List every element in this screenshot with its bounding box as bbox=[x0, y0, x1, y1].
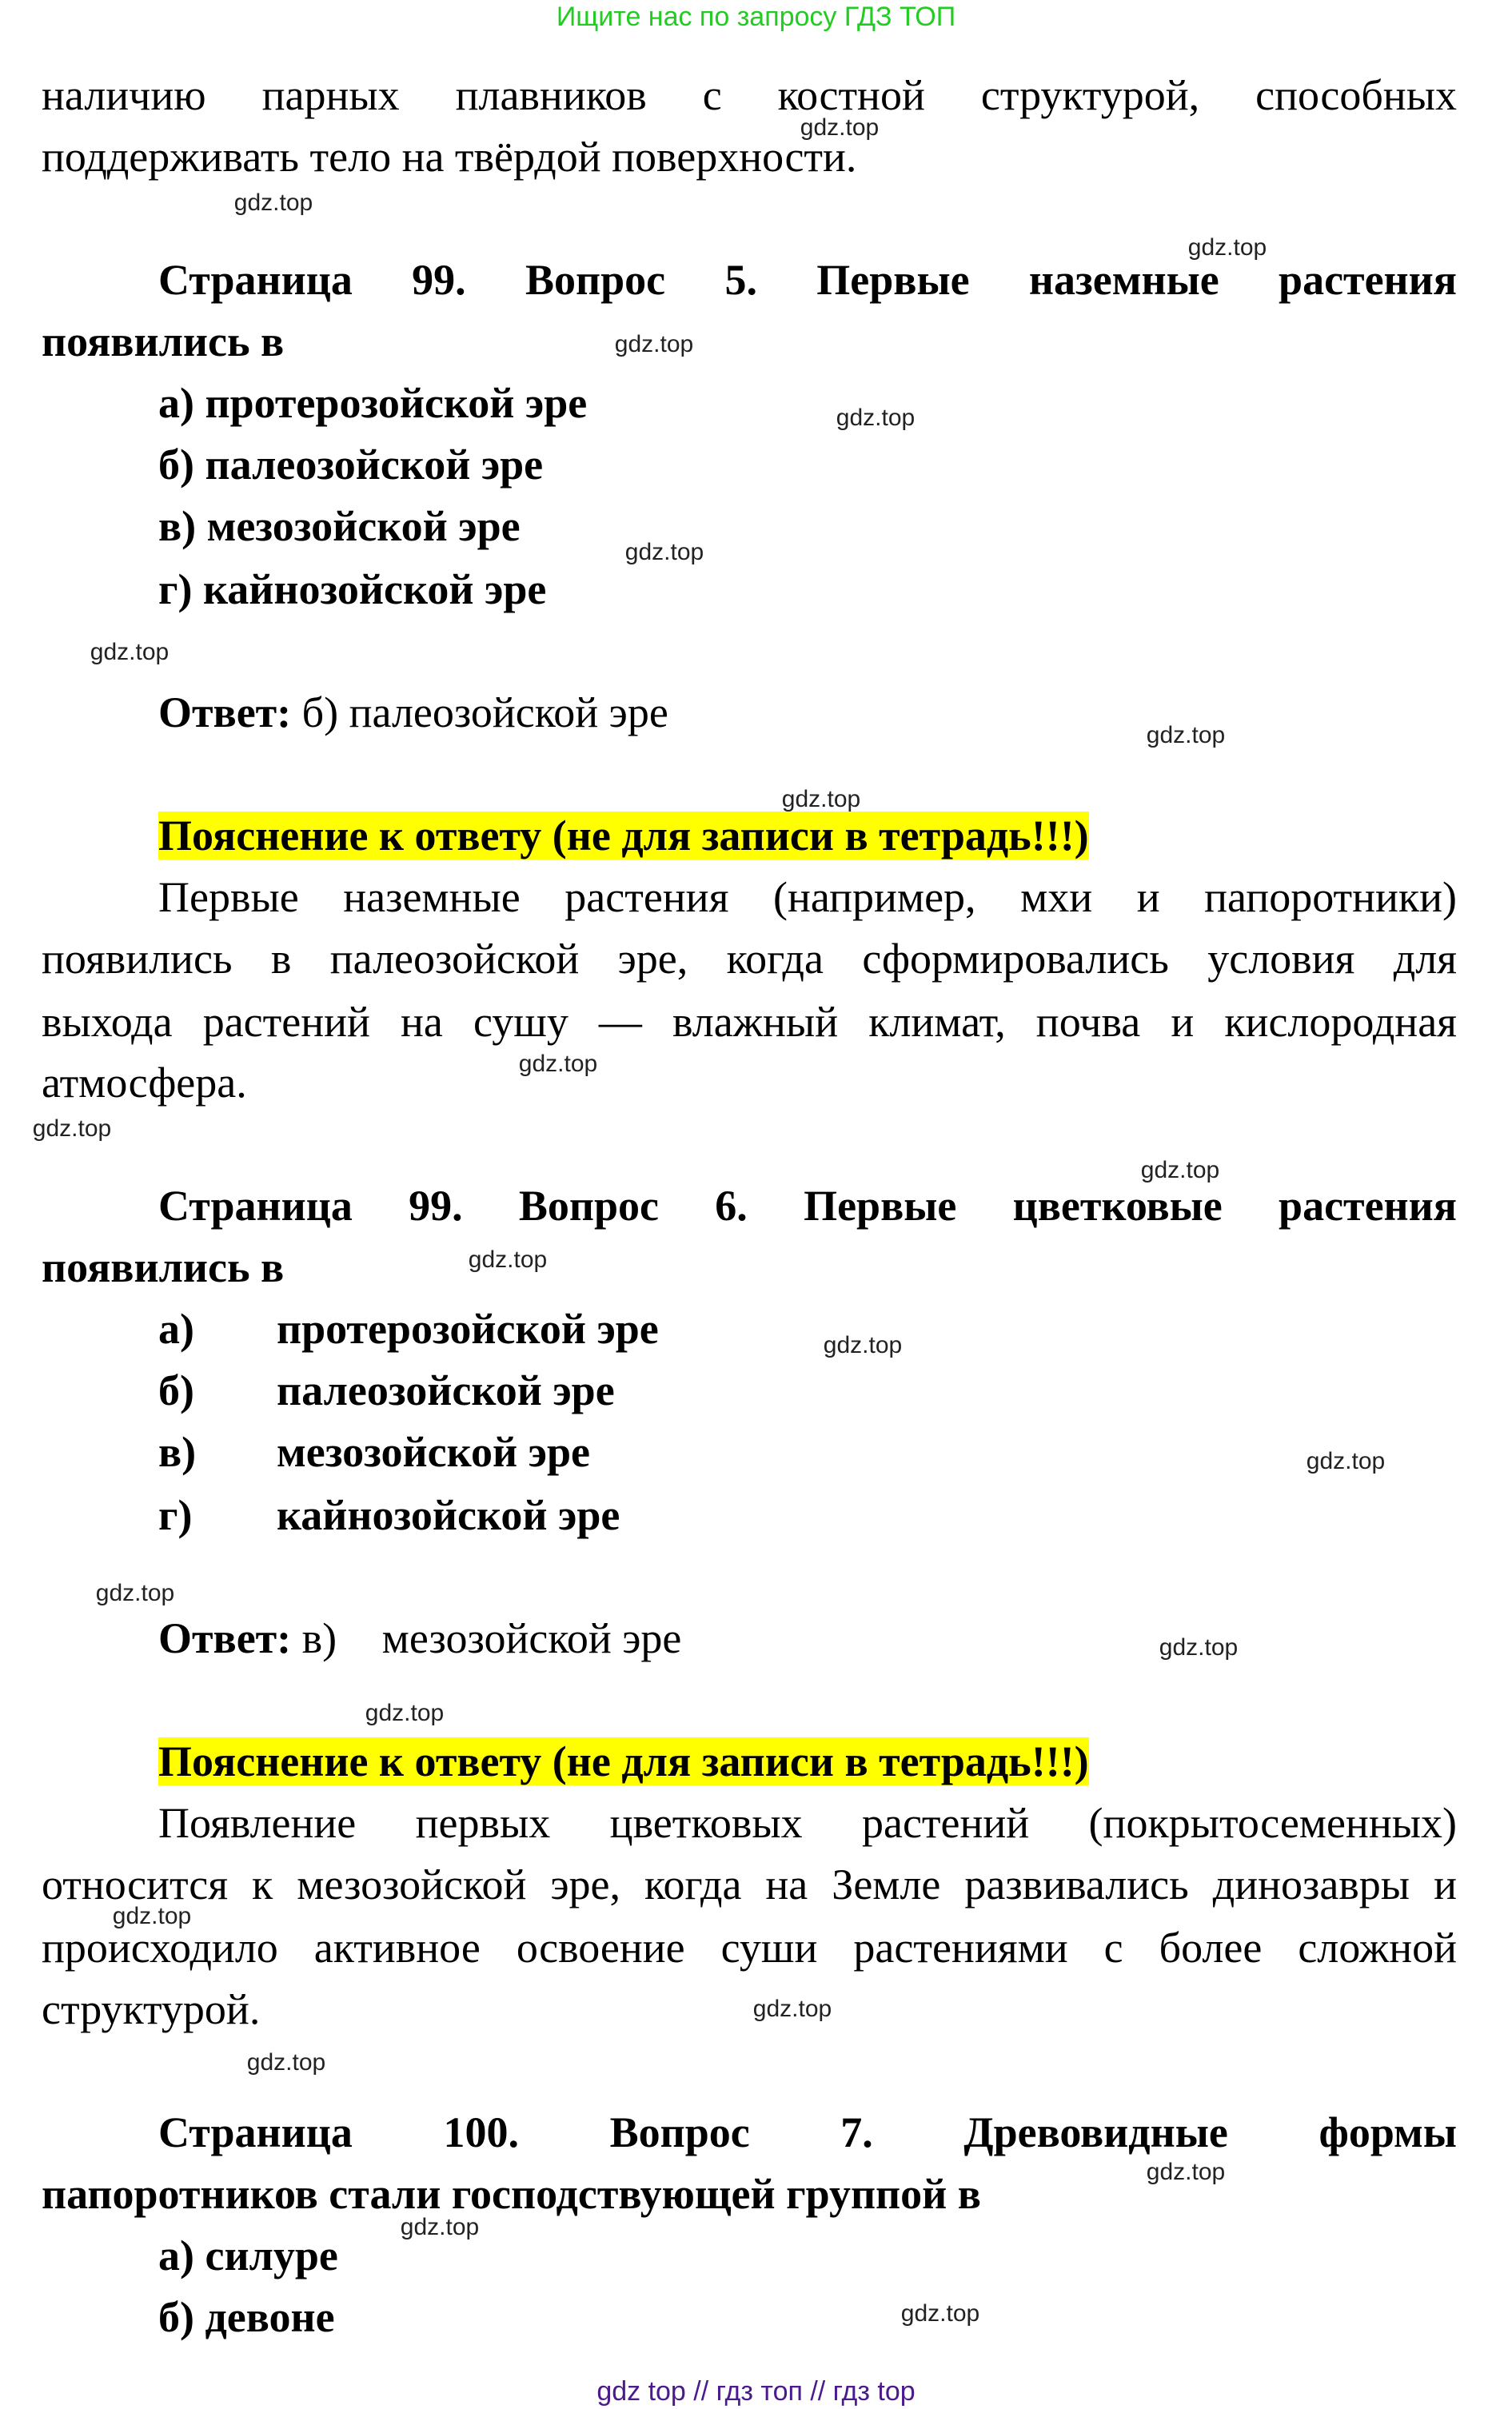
q6-explain-line: происходило активное освоение суши растениями с более сложной bbox=[42, 1924, 1457, 1972]
watermark-text: gdz.top bbox=[95, 1580, 175, 1606]
intro-line: поддерживать тело на твёрдой поверхности. bbox=[42, 133, 857, 181]
q5-option: а) протерозойской эре bbox=[158, 379, 588, 427]
watermark-text: gdz.top bbox=[90, 639, 170, 665]
q6-explain-line: структурой. bbox=[42, 1985, 261, 2033]
q5-explain-line: атмосфера. bbox=[42, 1059, 247, 1107]
option-letter: г) bbox=[158, 1491, 193, 1539]
option-text: протерозойской эре bbox=[277, 1305, 659, 1353]
q5-explain-line: появились в палеозойской эре, когда сформировались условия для bbox=[42, 935, 1457, 983]
q5-option: в) мезозойской эре bbox=[158, 502, 521, 550]
q6-option bbox=[158, 1298, 1457, 1360]
q6-option bbox=[158, 1485, 1457, 1546]
search-banner[interactable]: Ищите нас по запросу ГДЗ ТОП bbox=[556, 2, 956, 32]
watermark-text: gdz.top bbox=[468, 1246, 548, 1273]
watermark-text: gdz.top bbox=[614, 331, 694, 357]
q5-heading: Страница 99. Вопрос 5. Первые наземные растения bbox=[158, 256, 1457, 304]
footer-links[interactable]: gdz top // гдз топ // гдз top bbox=[596, 2376, 916, 2407]
watermark-text: gdz.top bbox=[1146, 722, 1226, 748]
watermark-text: gdz.top bbox=[1140, 1157, 1220, 1183]
q6-explain-line: Появление первых цветковых растений (покрытосеменных) bbox=[158, 1799, 1457, 1847]
watermark-text: gdz.top bbox=[624, 539, 704, 565]
watermark-text: gdz.top bbox=[823, 1332, 903, 1358]
q5-heading-cont: появились в bbox=[42, 317, 285, 365]
watermark-text: gdz.top bbox=[246, 2049, 326, 2076]
q5-explain-title bbox=[158, 805, 1457, 867]
q6-option bbox=[158, 1422, 1457, 1483]
q5-option: б) палеозойской эре bbox=[158, 441, 544, 489]
answer-text: б) палеозойской эре bbox=[301, 688, 668, 736]
watermark-text: gdz.top bbox=[752, 1996, 832, 2022]
watermark-text: gdz.top bbox=[112, 1903, 192, 1929]
option-text: палеозойской эре bbox=[277, 1366, 615, 1414]
watermark-text: gdz.top bbox=[518, 1051, 598, 1077]
watermark-text: gdz.top bbox=[1146, 2159, 1226, 2185]
watermark-text: gdz.top bbox=[233, 189, 313, 216]
answer-text: мезозойской эре bbox=[381, 1614, 682, 1662]
q7-option: б) девоне bbox=[158, 2293, 335, 2341]
q7-heading-cont: папоротников стали господствующей группой в bbox=[42, 2170, 981, 2218]
q6-heading-cont: появились в bbox=[42, 1243, 285, 1291]
option-text: кайнозойской эре bbox=[277, 1491, 620, 1539]
answer-label: Ответ: bbox=[158, 1614, 292, 1662]
watermark-text: gdz.top bbox=[32, 1115, 112, 1142]
option-letter: а) bbox=[158, 1305, 194, 1353]
q6-answer bbox=[158, 1608, 1457, 1669]
answer-letter: в) bbox=[301, 1614, 337, 1662]
watermark-text: gdz.top bbox=[900, 2300, 980, 2327]
q7-option: а) силуре bbox=[158, 2232, 338, 2279]
q5-answer bbox=[158, 682, 1457, 744]
watermark-text: gdz.top bbox=[1187, 234, 1267, 261]
watermark-text: gdz.top bbox=[781, 786, 861, 812]
watermark-text: gdz.top bbox=[1159, 1634, 1239, 1661]
q6-option bbox=[158, 1360, 1457, 1422]
q6-heading: Страница 99. Вопрос 6. Первые цветковые растения bbox=[158, 1182, 1457, 1230]
watermark-text: gdz.top bbox=[400, 2214, 480, 2240]
highlighted-title: Пояснение к ответу (не для записи в тетрадь!!!) bbox=[158, 1737, 1089, 1785]
watermark-text: gdz.top bbox=[836, 405, 916, 431]
option-letter: в) bbox=[158, 1428, 197, 1476]
option-letter: б) bbox=[158, 1366, 194, 1414]
q6-explain-title bbox=[158, 1731, 1457, 1793]
highlighted-title: Пояснение к ответу (не для записи в тетрадь!!!) bbox=[158, 812, 1089, 860]
watermark-text: gdz.top bbox=[365, 1700, 445, 1726]
watermark-text: gdz.top bbox=[1306, 1448, 1386, 1474]
q5-option: г) кайнозойской эре bbox=[158, 565, 547, 613]
intro-line: наличию парных плавников с костной структурой, способных bbox=[42, 71, 1457, 119]
q7-heading: Страница 100. Вопрос 7. Древовидные формы bbox=[158, 2108, 1457, 2156]
option-text: мезозойской эре bbox=[277, 1428, 590, 1476]
watermark-text: gdz.top bbox=[800, 114, 880, 141]
answer-label: Ответ: bbox=[158, 688, 292, 736]
q5-explain-line: Первые наземные растения (например, мхи и папоротники) bbox=[158, 873, 1457, 921]
q6-explain-line: относится к мезозойской эре, когда на Земле развивались динозавры и bbox=[42, 1861, 1457, 1908]
q5-explain-line: выхода растений на сушу — влажный климат, почва и кислородная bbox=[42, 998, 1457, 1046]
